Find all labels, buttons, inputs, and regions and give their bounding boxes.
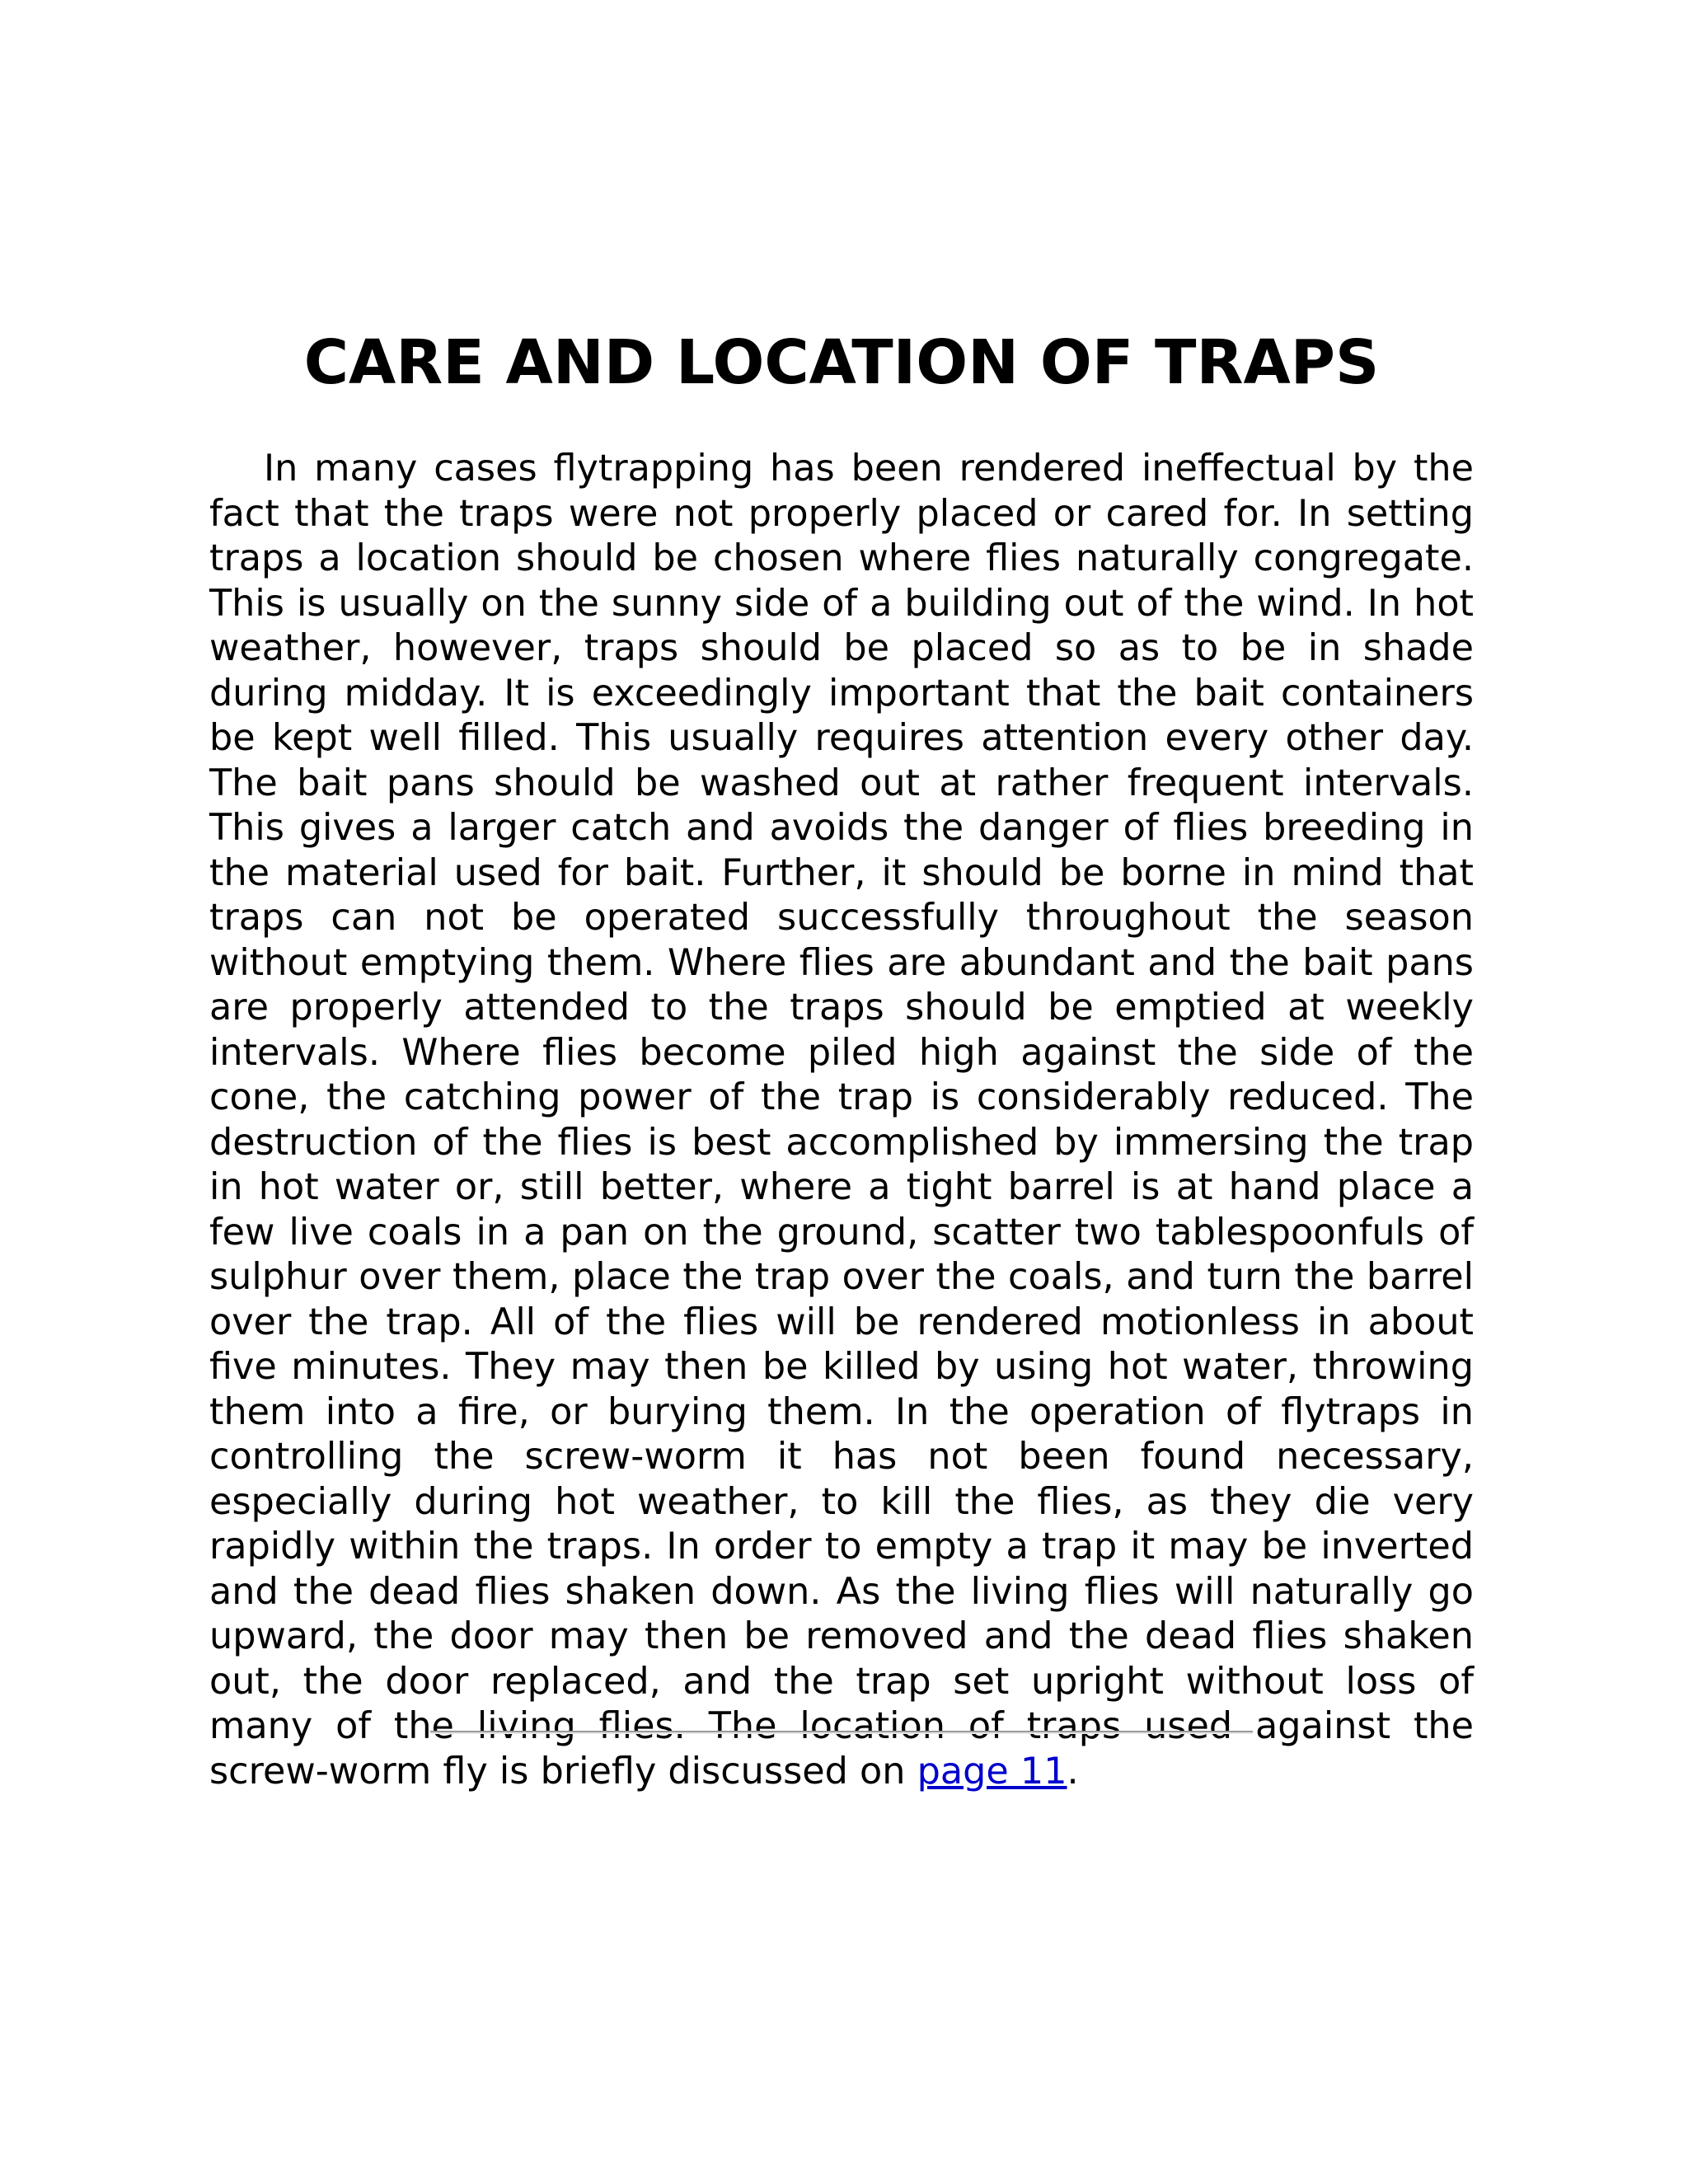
document-page bbox=[209, 313, 1474, 1794]
paragraph-end: . bbox=[1067, 1750, 1079, 1793]
page-11-link[interactable]: page 11 bbox=[917, 1750, 1067, 1793]
body-paragraph bbox=[209, 447, 1474, 1794]
page-title: CARE AND LOCATION OF TRAPS bbox=[303, 327, 1380, 398]
horizontal-divider bbox=[430, 1731, 1253, 1734]
paragraph-text: In many cases flytrapping has been rendered ineffectual by the fact that the traps were not properly placed or cared for. In setting traps a location should be chosen where flies naturally congregate. This is usually on the sunny side of a building out of the wind. In hot weather, however, traps should be placed so as to be in shade during midday. It is exceedingly important that the bait containers be kept well filled. This usually requires attention every other day. The bait pans should be washed out at rather frequent intervals. This gives a larger catch and avoids the danger of flies breeding in the material used for bait. Further, it should be borne in mind that traps can not be operated successfully throughout the season without emptying them. Where flies are abundant and the bait pans are properly attended to the traps should be emptied at weekly intervals. Where flies become piled high against the side of the cone, the catching power of the trap is considerably reduced. The destruction of the flies is best accomplished by immersing the trap in hot water or, still better, where a tight barrel is at hand place a few live coals in a pan on the ground, scatter two tablespoonfuls of sulphur over them, place the trap over the coals, and turn the barrel over the trap. All of the flies will be rendered motionless in about five minutes. They may then be killed by using hot water, throwing them into a fire, or burying them. In the operation of flytraps in controlling the screw-worm it has not been found necessary, especially during hot weather, to kill the flies, as they die very rapidly within the traps. In order to empty a trap it may be inverted and the dead flies shaken down. As the living flies will naturally go upward, the door may then be removed and the dead flies shaken out, the door replaced, and the trap set upright without loss of many of the living flies. The location of traps used against the screw-worm fly is briefly discussed on bbox=[209, 448, 1474, 1793]
